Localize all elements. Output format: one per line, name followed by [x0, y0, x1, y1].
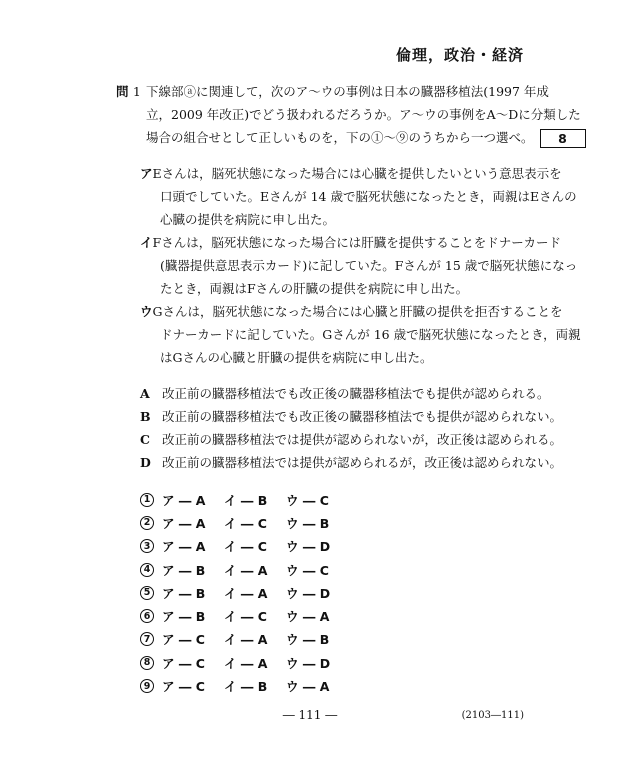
answer-box[interactable]: 8: [540, 129, 586, 148]
subject-title: 倫理，政治・経済: [395, 46, 524, 64]
choice-pair-a: ア ― C: [162, 655, 205, 671]
question-label-text: 問: [116, 84, 129, 99]
choice-pair-i: イ ― B: [224, 492, 268, 508]
choice-pair-u: ウ ― D: [286, 539, 331, 555]
case-line: Eさんは，脳死状態になった場合には心臓を提供したいという意思表示を: [152, 166, 562, 181]
answer-choices: [140, 488, 348, 698]
option-key: D: [140, 455, 151, 470]
case-mark: ア: [140, 166, 153, 181]
choice-pair-u: ウ ― C: [286, 492, 329, 508]
choice-number: 6: [140, 609, 154, 623]
choice-pair-a: ア ― C: [162, 679, 205, 695]
choice-pair-a: ア ― B: [162, 562, 206, 578]
choice-pair-i: イ ― A: [224, 562, 268, 578]
option-item: [140, 405, 562, 428]
option-key: A: [140, 386, 150, 401]
answer-choice[interactable]: [140, 604, 348, 627]
choice-pair-u: ウ ― D: [286, 655, 331, 671]
choice-pair-i: イ ― A: [224, 585, 268, 601]
option-text: 改正前の臓器移植法でも改正後の臓器移植法でも提供が認められない。: [162, 409, 563, 424]
choice-pair-a: ア ― B: [162, 585, 206, 601]
option-text: 改正前の臓器移植法では提供が認められないが，改正後は認められる。: [162, 432, 563, 447]
choice-pair-i: イ ― C: [224, 539, 267, 555]
choice-number: 4: [140, 563, 154, 577]
question-line: 立，2009 年改正)でどう扱われるだろうか。ア〜ウの事例をA〜Dに分類した: [146, 107, 581, 122]
choice-number: 7: [140, 632, 154, 646]
choice-number: 9: [140, 679, 154, 693]
answer-choice[interactable]: [140, 581, 348, 604]
choice-pair-i: イ ― B: [224, 679, 268, 695]
case-line: 口頭でしていた。Eさんが 14 歳で脳死状態になったとき，両親はEさんの: [160, 189, 577, 204]
choice-pair-a: ア ― C: [162, 632, 205, 648]
answer-choice[interactable]: [140, 674, 348, 697]
choice-pair-a: ア ― A: [162, 492, 206, 508]
option-text: 改正前の臓器移植法では提供が認められるが，改正後は認められない。: [162, 455, 563, 470]
question-text: [146, 80, 581, 149]
case-mark: イ: [140, 235, 153, 250]
question-line-text: 場合の組合せとして正しいものを，下の①〜⑨のうちから一つ選べ。: [146, 130, 534, 145]
question-block: [116, 80, 581, 149]
choice-pair-u: ウ ― A: [286, 609, 330, 625]
choice-pair-u: ウ ― B: [286, 632, 330, 648]
answer-choice[interactable]: [140, 651, 348, 674]
case-line: たとき，両親はFさんの肝臓の提供を病院に申し出た。: [160, 281, 469, 296]
choice-number: 2: [140, 516, 154, 530]
answer-choice[interactable]: [140, 535, 348, 558]
question-line: [146, 126, 567, 149]
choice-pair-u: ウ ― B: [286, 515, 330, 531]
answer-choice[interactable]: [140, 511, 348, 534]
case-line: Fさんは，脳死状態になった場合には肝臓を提供することをドナーカード: [152, 235, 561, 250]
case-item: [140, 231, 578, 300]
case-item: [140, 300, 581, 369]
choice-pair-u: ウ ― D: [286, 585, 331, 601]
choice-number: 8: [140, 656, 154, 670]
case-line: Gさんは，脳死状態になった場合には心臓と肝臓の提供を拒否することを: [152, 304, 563, 319]
answer-choice[interactable]: [140, 558, 348, 581]
choice-number: 5: [140, 586, 154, 600]
case-item: [140, 162, 577, 231]
option-text: 改正前の臓器移植法でも改正後の臓器移植法でも提供が認められる。: [162, 386, 550, 401]
answer-choice[interactable]: [140, 488, 348, 511]
choice-pair-a: ア ― A: [162, 539, 206, 555]
option-key: C: [140, 432, 150, 447]
case-line: 心臓の提供を病院に申し出た。: [160, 212, 336, 227]
question-number: 1: [132, 84, 141, 99]
classification-options: [140, 382, 562, 474]
page-number: ― 111 ―: [282, 708, 338, 722]
choice-pair-a: ア ― B: [162, 609, 206, 625]
case-line: ドナーカードに記していた。Gさんが 16 歳で脳死状態になったとき，両親: [160, 327, 581, 342]
exam-code: (2103―111): [461, 710, 524, 721]
option-key: B: [140, 409, 151, 424]
question-line: 下線部ⓐに関連して，次のア〜ウの事例は日本の臓器移植法(1997 年成: [146, 84, 549, 99]
choice-pair-i: イ ― A: [224, 655, 268, 671]
choice-pair-a: ア ― A: [162, 515, 206, 531]
option-item: [140, 382, 562, 405]
choice-pair-i: イ ― C: [224, 515, 267, 531]
choice-pair-u: ウ ― C: [286, 562, 329, 578]
case-list: [140, 162, 581, 369]
case-line: はGさんの心臓と肝臓の提供を病院に申し出た。: [160, 350, 433, 365]
case-mark: ウ: [140, 304, 153, 319]
choice-pair-i: イ ― C: [224, 609, 267, 625]
choice-number: 3: [140, 539, 154, 553]
choice-number: 1: [140, 493, 154, 507]
question-label: [116, 80, 141, 103]
option-item: [140, 451, 562, 474]
option-item: [140, 428, 562, 451]
answer-choice[interactable]: [140, 628, 348, 651]
case-line: (臓器提供意思表示カード)に記していた。Fさんが 15 歳で脳死状態になっ: [160, 258, 578, 273]
choice-pair-i: イ ― A: [224, 632, 268, 648]
choice-pair-u: ウ ― A: [286, 679, 330, 695]
